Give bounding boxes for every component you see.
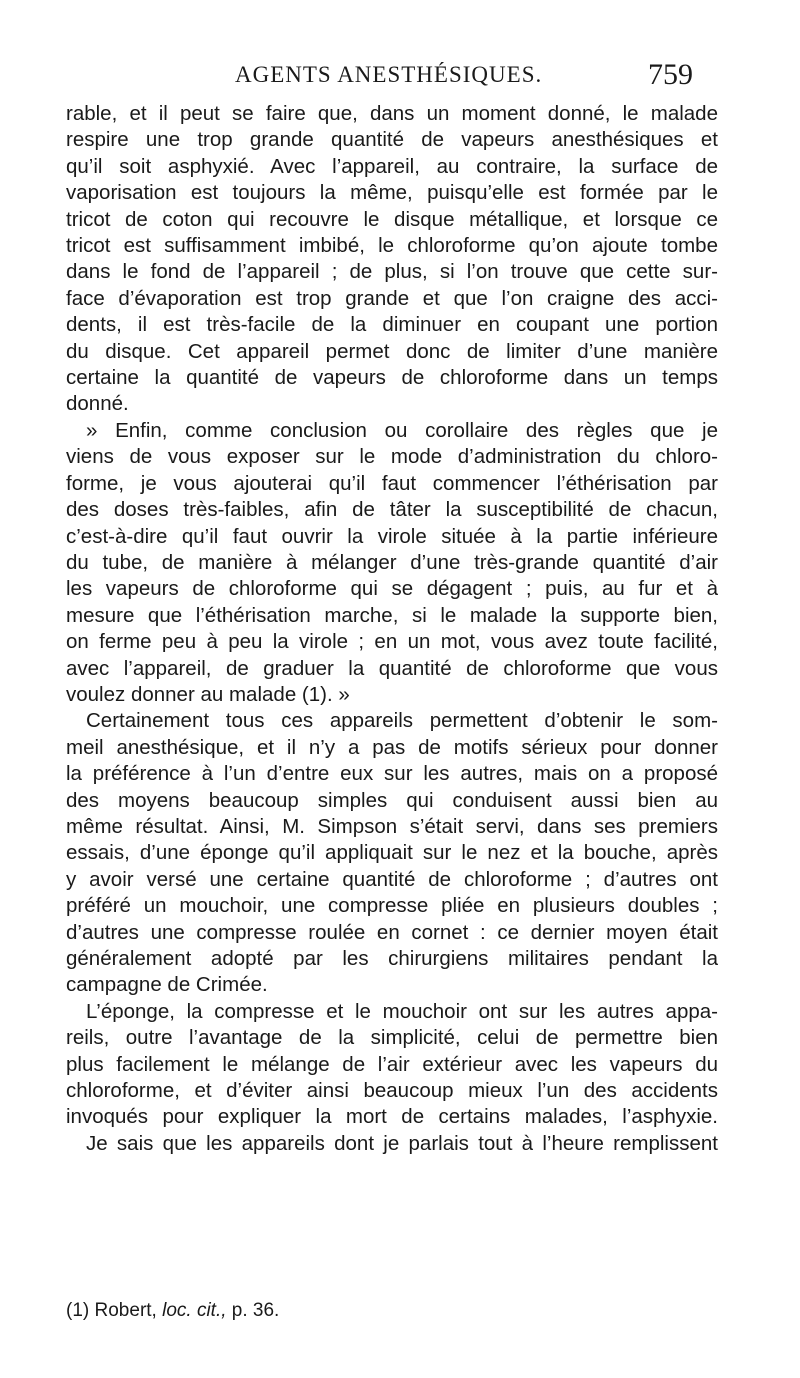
text-line: vaporisation est toujours la même, puisqu’elle est formée par le [66, 181, 718, 205]
text-line: » Enfin, comme conclusion ou corollaire des règles que je [86, 418, 718, 442]
text-line: forme, je vous ajouterai qu’il faut commencer l’éthérisation par [66, 471, 718, 495]
text-line: la préférence à l’un d’entre eux sur les autres, mais on a proposé [66, 762, 718, 786]
text-line: avec l’appareil, de graduer la quantité de chloroforme que vous [66, 656, 718, 680]
footnote-page: p. 36. [231, 1300, 280, 1321]
footnote-marker: (1) [66, 1300, 90, 1321]
text-line: campagne de Crimée. [66, 973, 268, 997]
running-header [0, 58, 800, 92]
text-line: reils, outre l’avantage de la simplicité, celui de permettre bien [66, 1026, 718, 1050]
text-line: meil anesthésique, et il n’y a pas de motifs sérieux pour donner [66, 735, 718, 759]
text-line: donné. [66, 392, 129, 416]
text-line: du tube, de manière à mélanger d’une très-grande quantité d’air [66, 550, 718, 574]
text-line: d’autres une compresse roulée en cornet : ce dernier moyen était [66, 920, 718, 944]
text-line: voulez donner au malade (1). » [66, 682, 350, 706]
footnote-reference: loc. cit., [162, 1300, 227, 1321]
text-line: c’est-à-dire qu’il faut ouvrir la virole située à la partie inférieure [66, 524, 718, 548]
text-line: qu’il soit asphyxié. Avec l’appareil, au contraire, la surface de [66, 154, 718, 178]
text-line: Certainement tous ces appareils permettent d’obtenir le som- [86, 709, 718, 733]
text-line: même résultat. Ainsi, M. Simpson s’était servi, dans ses premiers [66, 814, 718, 838]
text-line: Je sais que les appareils dont je parlais tout à l’heure remplissent [86, 1131, 718, 1155]
text-line: généralement adopté par les chirurgiens militaires pendant la [66, 947, 718, 970]
text-line: tricot de coton qui recouvre le disque métallique, et lorsque ce [66, 207, 718, 231]
text-line: viens de vous exposer sur le mode d’administration du chloro- [66, 445, 718, 469]
text-line: du disque. Cet appareil permet donc de limiter d’une manière [66, 339, 718, 363]
text-line: dans le fond de l’appareil ; de plus, si l’on trouve que cette sur- [66, 260, 718, 284]
text-line: plus facilement le mélange de l’air extérieur avec les vapeurs du [66, 1052, 718, 1076]
text-line: rable, et il peut se faire que, dans un moment donné, le malade [66, 102, 718, 125]
text-line: L’éponge, la compresse et le mouchoir ont sur les autres appa- [86, 999, 718, 1023]
text-line: invoqués pour expliquer la mort de certains malades, l’asphyxie. [66, 1105, 718, 1129]
running-title: AGENTS ANESTHÉSIQUES. [235, 62, 543, 87]
text-line: mesure que l’éthérisation marche, si le malade la supporte bien, [66, 603, 718, 627]
text-line: chloroforme, et d’éviter ainsi beaucoup mieux l’un des accidents [66, 1079, 718, 1103]
text-line: respire une trop grande quantité de vapeurs anesthésiques et [66, 128, 718, 152]
footnote-author: Robert, [94, 1300, 157, 1321]
footnote [66, 1300, 279, 1322]
text-line: tricot est suffisamment imbibé, le chloroforme qu’on ajoute tombe [66, 234, 718, 258]
text-line: on ferme peu à peu la virole ; en un mot, vous avez toute facilité, [66, 630, 718, 654]
text-line: des doses très-faibles, afin de tâter la susceptibilité de chacun, [66, 498, 718, 522]
text-line: dents, il est très-facile de la diminuer en coupant une portion [66, 313, 718, 337]
text-line: préféré un mouchoir, une compresse pliée en plusieurs doubles ; [66, 894, 718, 918]
text-line: essais, d’une éponge qu’il appliquait sur le nez et la bouche, après [66, 841, 718, 865]
text-line: y avoir versé une certaine quantité de chloroforme ; d’autres ont [66, 867, 718, 891]
text-line: certaine la quantité de vapeurs de chloroforme dans un temps [66, 366, 718, 390]
text-line: les vapeurs de chloroforme qui se dégagent ; puis, au fur et à [66, 577, 718, 601]
body-text [66, 101, 718, 1157]
text-line: des moyens beaucoup simples qui conduisent aussi bien au [66, 788, 718, 812]
page-number: 759 [648, 58, 693, 91]
text-line: face d’évaporation est trop grande et que l’on craigne des acci- [66, 286, 718, 310]
